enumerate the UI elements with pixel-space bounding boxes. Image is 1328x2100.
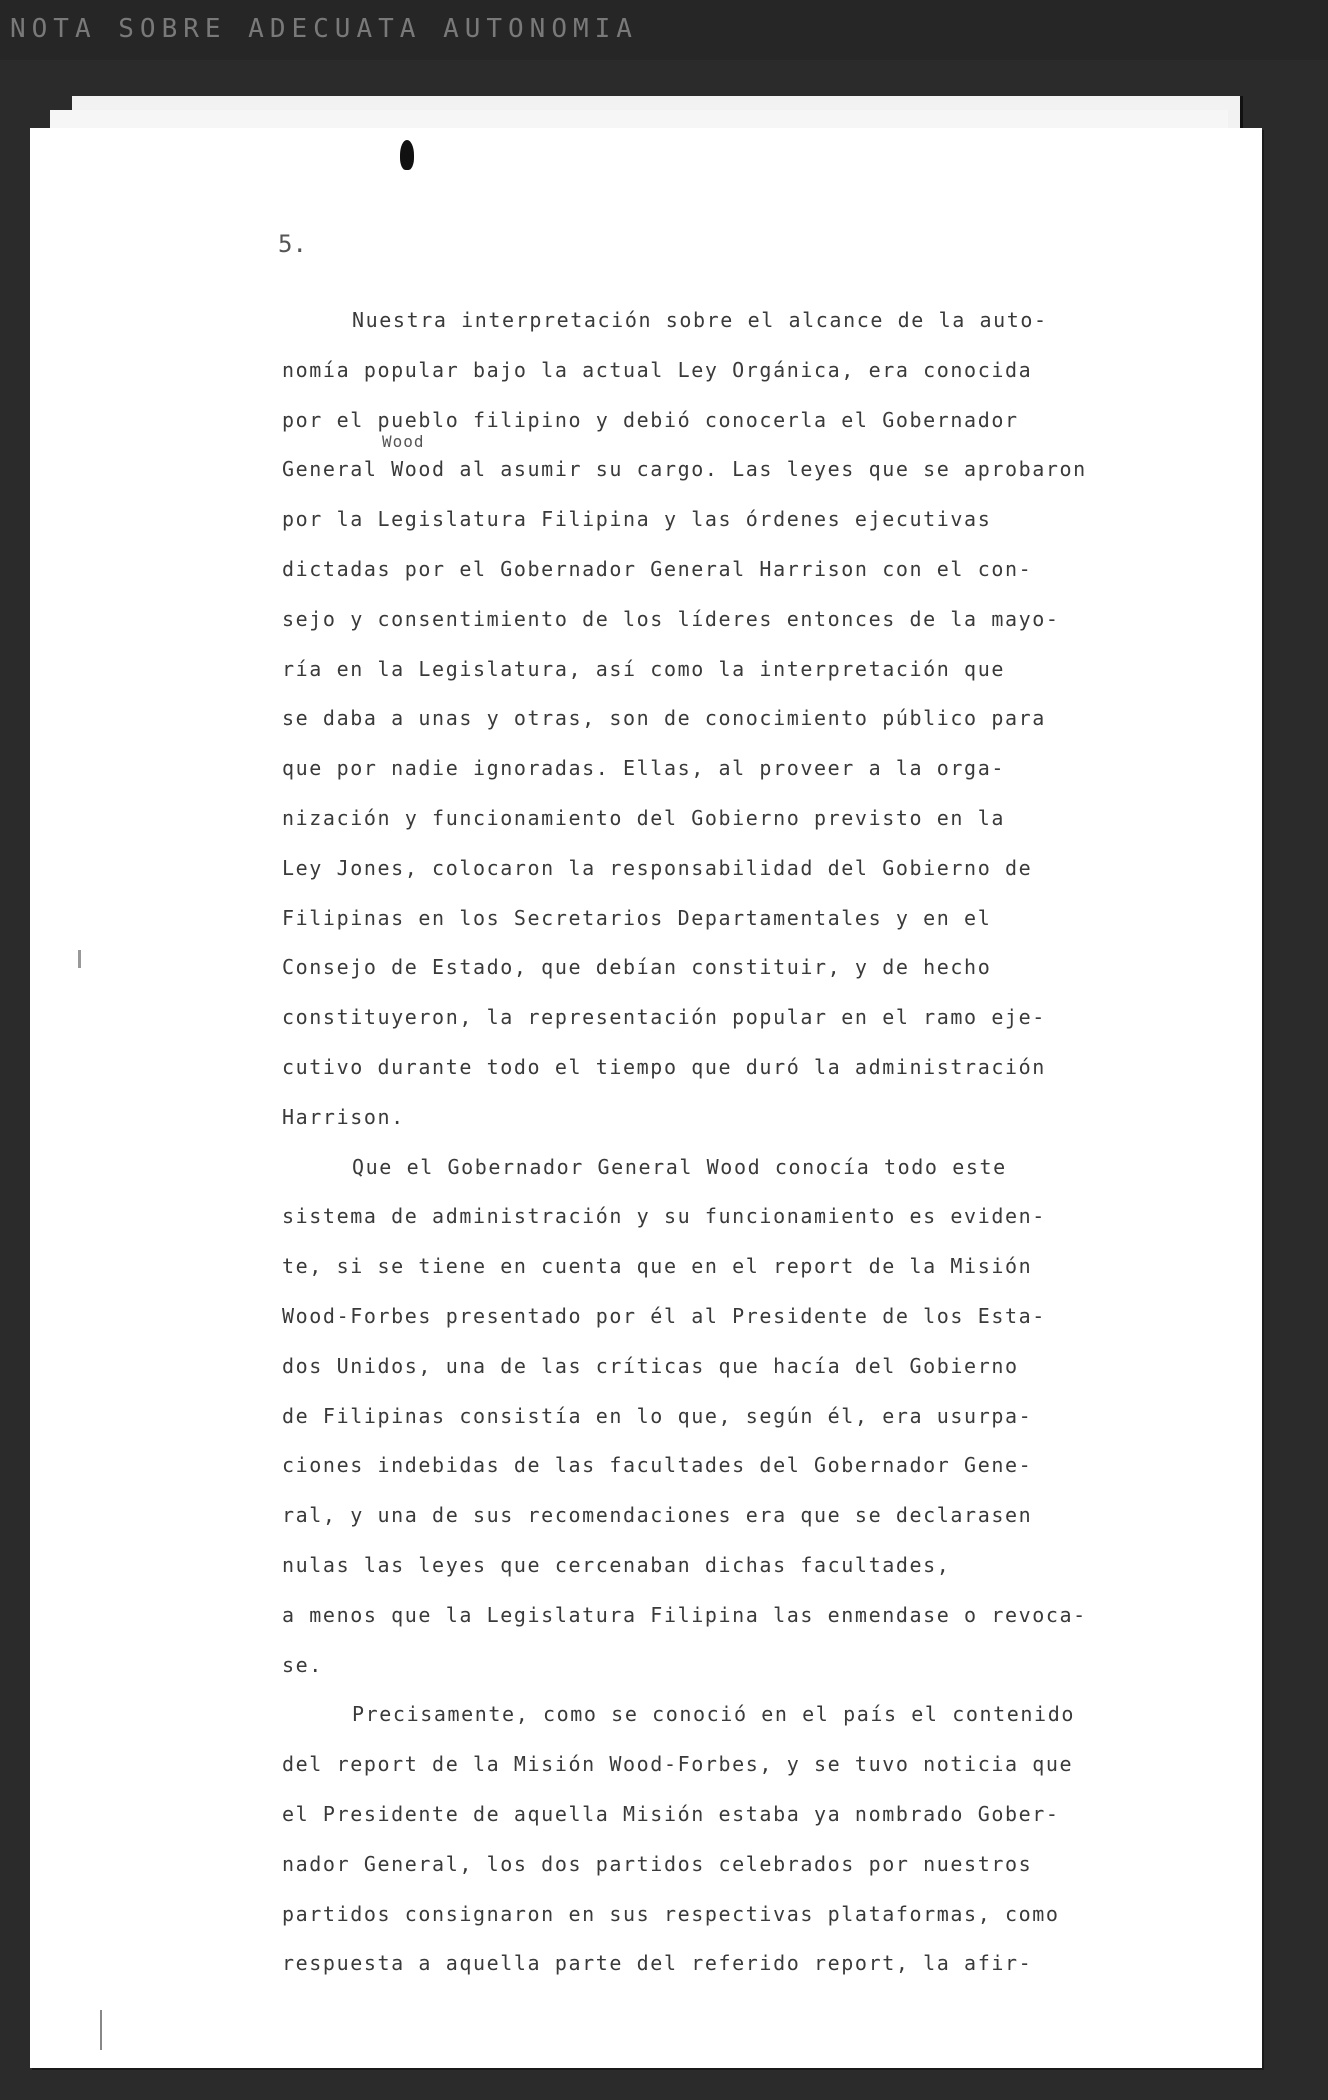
text-line: ral, y una de sus recomendaciones era que se declarasen <box>282 1503 1033 1528</box>
text-line: nador General, los dos partidos celebrados por nuestros <box>282 1851 1033 1876</box>
text-line: sistema de administración y su funcionamiento es eviden- <box>282 1204 1046 1229</box>
text-line: respuesta a aquella parte del referido report, la afir- <box>282 1951 1033 1976</box>
margin-mark <box>78 950 81 968</box>
text-line: se daba a unas y otras, son de conocimiento público para <box>282 706 1046 731</box>
text-line: ciones indebidas de las facultades del Gobernador Gene- <box>282 1453 1033 1478</box>
text-line: que por nadie ignoradas. Ellas, al proveer a la orga- <box>282 756 1005 781</box>
text-line: el Presidente de aquella Misión estaba ya nombrado Gober- <box>282 1801 1060 1826</box>
text-line: te, si se tiene en cuenta que en el report de la Misión <box>282 1254 1033 1279</box>
text-line: Que el Gobernador General Wood conocía todo este <box>352 1154 1007 1179</box>
text-line: Ley Jones, colocaron la responsabilidad del Gobierno de <box>282 855 1033 880</box>
text-line: Precisamente, como se conoció en el país el contenido <box>352 1702 1075 1727</box>
text-line: nización y funcionamiento del Gobierno previsto en la <box>282 805 1005 830</box>
text-line: partidos consignaron en sus respectivas plataformas, como <box>282 1901 1060 1926</box>
interlinear-insertion: Wood <box>382 432 425 451</box>
text-line: se. <box>282 1652 323 1677</box>
margin-mark-bottom <box>100 2010 102 2050</box>
pin-hole-icon <box>400 140 414 170</box>
text-line: del report de la Misión Wood-Forbes, y se tuvo noticia que <box>282 1752 1074 1777</box>
text-line: dictadas por el Gobernador General Harrison con el con- <box>282 556 1033 581</box>
text-line: Harrison. <box>282 1104 405 1129</box>
text-line: constituyeron, la representación popular en el ramo eje- <box>282 1005 1046 1030</box>
text-line: cutivo durante todo el tiempo que duró la administración <box>282 1054 1046 1079</box>
text-line: de Filipinas consistía en lo que, según él, era usurpa- <box>282 1403 1033 1428</box>
text-line: Wood-Forbes presentado por él al Presidente de los Esta- <box>282 1303 1046 1328</box>
text-line: ría en la Legislatura, así como la interpretación que <box>282 656 1005 681</box>
text-line: Filipinas en los Secretarios Departamentales y en el <box>282 905 992 930</box>
text-line: nulas las leyes que cercenaban dichas facultades, <box>282 1552 951 1577</box>
typed-body-text <box>282 296 1132 1989</box>
page-number: 5. <box>278 230 307 258</box>
text-line: sejo y consentimiento de los líderes entonces de la mayo- <box>282 606 1060 631</box>
text-line: nomía popular bajo la actual Ley Orgánica, era conocida <box>282 357 1033 382</box>
text-line: a menos que la Legislatura Filipina las enmendase o revoca- <box>282 1602 1087 1627</box>
text-line: dos Unidos, una de las críticas que hacía del Gobierno <box>282 1353 1019 1378</box>
header-scrawl: NOTA SOBRE ADECUATA AUTONOMIA <box>10 14 638 44</box>
text-line: por la Legislatura Filipina y las órdenes ejecutivas <box>282 507 992 532</box>
text-line: Nuestra interpretación sobre el alcance de la auto- <box>352 308 1048 332</box>
text-line: Consejo de Estado, que debían constituir, y de hecho <box>282 955 992 980</box>
text-line: por el pueblo filipino y debió conocerla el Gobernador <box>282 407 1019 432</box>
text-line: General Wood al asumir su cargo. Las leyes que se aprobaron <box>282 457 1087 482</box>
